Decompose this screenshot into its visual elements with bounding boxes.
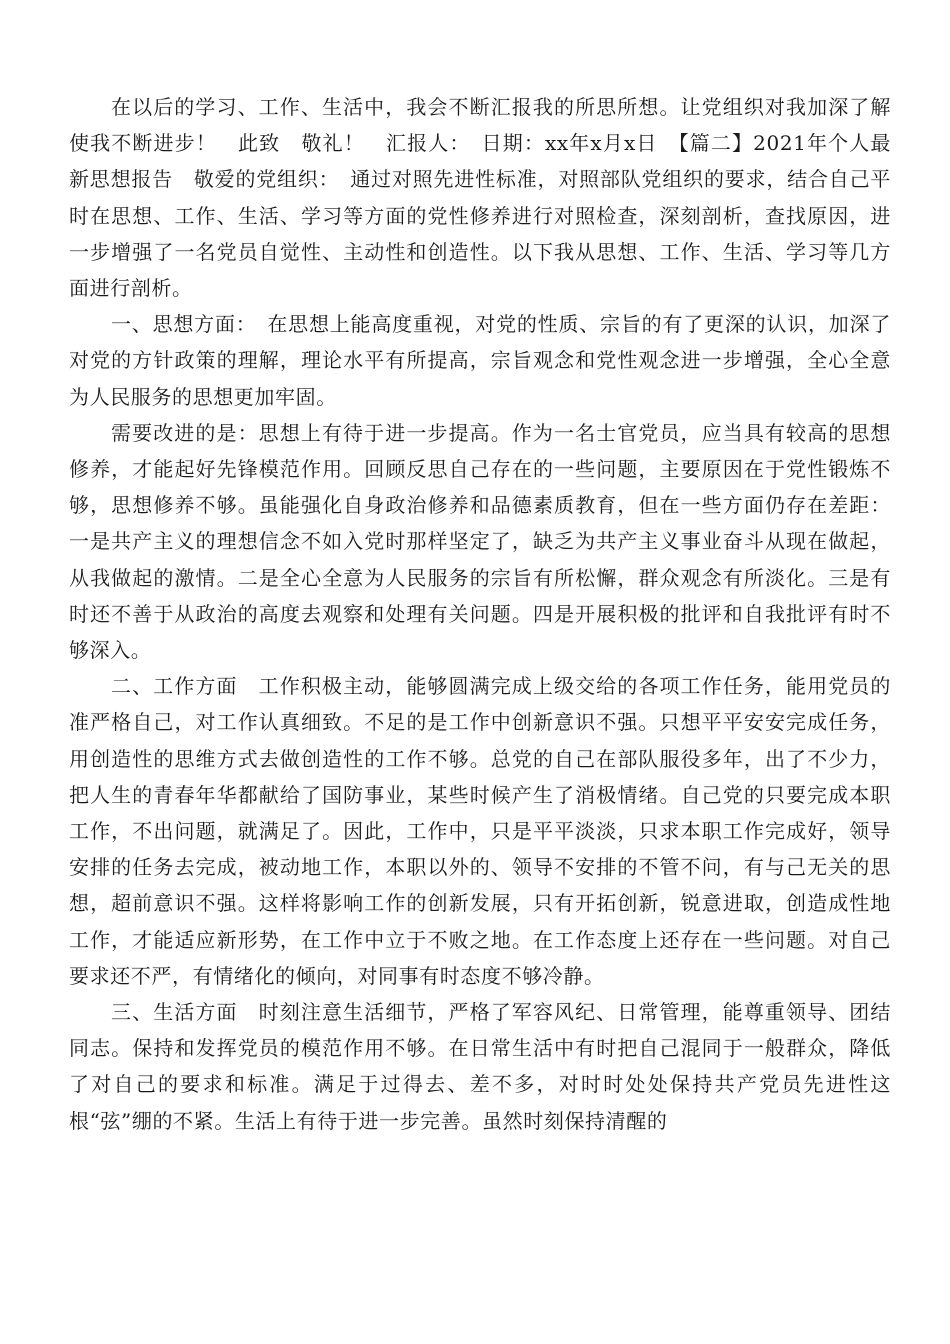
paragraph-life-aspect: 三、生活方面 时刻注意生活细节，严格了军容风纪、日常管理，能尊重领导、团结同志。保持和发挥党员的模范作用不够。在日常生活中有时把自己混同于一般群众，降低了对自己的要求和标准。满足于过得去、差不多，对时时处处保持共产党员先进性这根“弦”绷的不紧。生活上有待于进一步完善。虽然时刻保持清醒的 (69, 1000, 891, 1133)
paragraph-work-aspect: 二、工作方面 工作积极主动，能够圆满完成上级交给的各项工作任务，能用党员的准严格自己，对工作认真细致。不足的是工作中创新意识不强。只想平平安安完成任务，用创造性的思维方式去做创造性的工作不够。总党的自己在部队服役多年，出了不少力，把人生的青春年华都献给了国防事业，某些时候产生了消极情绪。自己党的只要完成本职工作，不出问题，就满足了。因此，工作中，只是平平淡淡，只求本职工作完成好，领导安排的任务去完成，被动地工作，本职以外的、领导不安排的不管不问，有与己无关的思想，超前意识不强。这样将影响工作的创新发展，只有开拓创新，锐意进取，创造成性地工作，才能适应新形势，在工作中立于不败之地。在工作态度上还存在一些问题。对自己要求还不严，有情绪化的倾向，对同事有时态度不够冷静。 (69, 674, 891, 988)
document-body (69, 89, 891, 1139)
paragraph-report-intro: 在以后的学习、工作、生活中，我会不断汇报我的所思所想。让党组织对我加深了解使我不断进步！ 此致 敬礼！ 汇报人： 日期：xx年x月x日 【篇二】2021年个人最新思想报告 敬爱的党组织： 通过对照先进性标准，对照部队党组织的要求，结合自己平时在思想、工作、生活、学习等方面的党性修养进行对照检查，深刻剖析，查找原因，进一步增强了一名党员自觉性、主动性和创造性。以下我从思想、工作、生活、学习等几方面进行剖析。 (69, 95, 891, 301)
paragraph-improvements-needed: 需要改进的是：思想上有待于进一步提高。作为一名士官党员，应当具有较高的思想修养，才能起好先锋模范作用。回顾反思自己存在的一些问题，主要原因在于党性锻炼不够，思想修养不够。虽能强化自身政治修养和品德素质教育，但在一些方面仍存在差距：一是共产主义的理想信念不如入党时那样坚定了，缺乏为共产主义事业奋斗从现在做起，从我做起的激情。二是全心全意为人民服务的宗旨有所松懈，群众观念有所淡化。三是有时还不善于从政治的高度去观察和处理有关问题。四是开展积极的批评和自我批评有时不够深入。 (69, 420, 891, 663)
paragraph-thinking-aspect: 一、思想方面： 在思想上能高度重视，对党的性质、宗旨的有了更深的认识，加深了对党的方针政策的理解，理论水平有所提高，宗旨观念和党性观念进一步增强，全心全意为人民服务的思想更加牢固。 (69, 312, 891, 409)
